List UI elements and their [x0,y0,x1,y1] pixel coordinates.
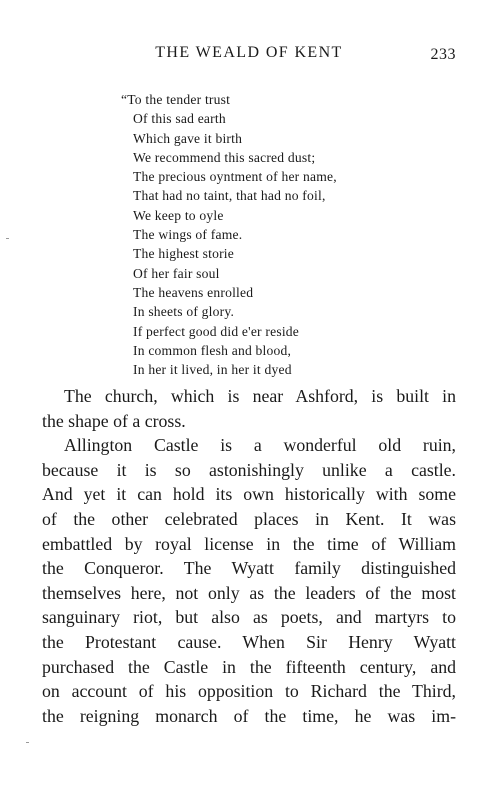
text-line: the Protestant cause. When Sir Henry Wyatt [42,631,456,652]
poem-line: We recommend this sacred dust; [133,149,316,165]
poem-epitaph [121,90,337,379]
paragraph-allington-castle [42,433,456,728]
poem-line: That had no taint, that had no foil, [133,188,326,204]
poem-line: Which gave it birth [133,130,243,146]
poem-line: In her it lived, in her it dyed [133,362,292,378]
margin-speck [6,238,9,239]
text-line: The church, which is near Ashford, is built in [64,386,456,406]
page-number: 233 [430,46,456,63]
poem-line: The heavens enrolled [133,284,254,300]
poem-line: The precious oyntment of her name, [133,169,337,185]
poem-line: Of this sad earth [133,111,226,127]
poem-line: We keep to oyle [133,207,224,223]
poem-line: The wings of fame. [133,227,243,243]
poem-line: In sheets of glory. [133,304,235,320]
poem-line: “To the tender trust [121,92,231,107]
text-line: the Conqueror. The Wyatt family distinguished [42,558,456,579]
text-line: sanguinary riot, but also as poets, and martyrs to [42,607,456,628]
running-head [42,44,456,66]
text-line: And yet it can hold its own historically with some [42,484,456,505]
paragraph-church [42,384,456,433]
poem-line: If perfect good did e'er reside [133,323,300,339]
running-title: THE WEALD OF KENT [155,44,343,61]
text-line: the shape of a cross. [42,410,186,431]
text-line: Allington Castle is a wonderful old ruin, [64,435,456,456]
text-line: of the other celebrated places in Kent. It was [42,508,456,529]
text-line: themselves here, not only as the leaders of the most [42,582,456,603]
poem-line: Of her fair soul [133,265,220,281]
poem-line: The highest storie [133,246,234,262]
text-line: purchased the Castle in the fifteenth century, and [42,656,456,677]
margin-speck [26,742,29,743]
text-line: on account of his opposition to Richard the Third, [42,681,456,702]
text-line: because it is so astonishingly unlike a castle. [42,459,456,480]
text-line: the reigning monarch of the time, he was im- [42,705,456,726]
text-line: embattled by royal license in the time of William [42,533,456,554]
poem-line: In common flesh and blood, [133,342,292,358]
body-text [42,384,456,728]
